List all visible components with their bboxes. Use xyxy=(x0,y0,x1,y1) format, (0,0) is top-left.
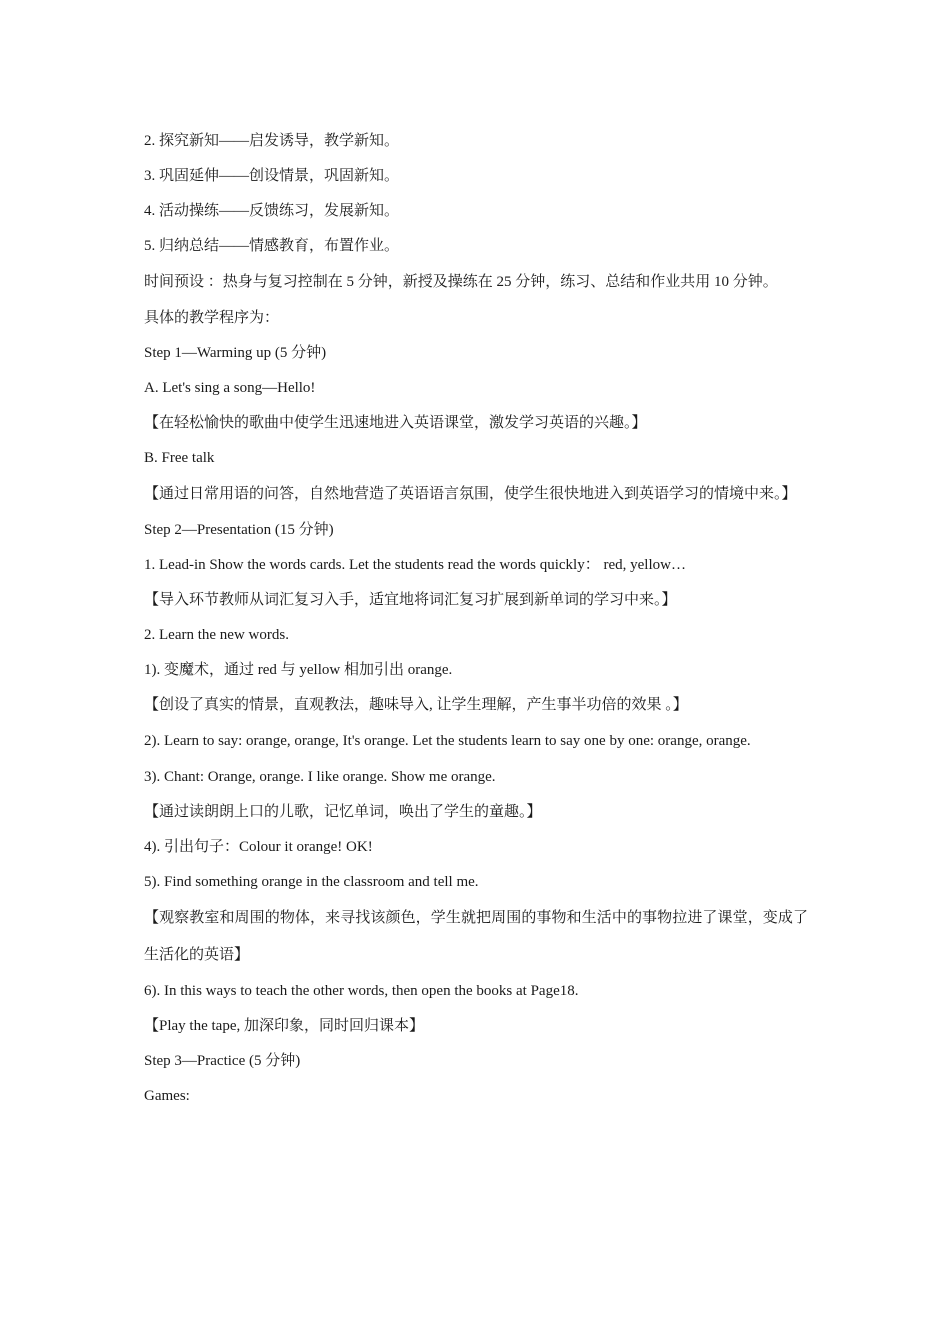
step1-heading: Step 1—Warming up (5 分钟) xyxy=(144,345,327,361)
document-page xyxy=(144,124,808,1114)
step2-note-sub-3: 【通过读朗朗上口的儿歌，记忆单词，唤出了学生的童趣。】 xyxy=(144,804,542,820)
step1-note-b: 【通过日常用语的问答，自然地营造了英语语言氛围，使学生很快地进入到英语学习的情境中来。】 xyxy=(144,486,797,502)
outline-step-2: 2. 探究新知——启发诱导，教学新知。 xyxy=(144,133,400,149)
step2-sub-6: 6). In this ways to teach the other words, then open the books at Page18. xyxy=(144,983,579,999)
step2-sub-4: 4). 引出句子：Colour it orange! OK! xyxy=(144,839,373,855)
step2-item-2: 2. Learn the new words. xyxy=(144,627,289,643)
step2-item-1: 1. Lead-in Show the words cards. Let the students read the words quickly： red, yellow… xyxy=(144,557,686,573)
step2-heading: Step 2—Presentation (15 分钟) xyxy=(144,522,334,538)
step2-sub-5: 5). Find something orange in the classroom and tell me. xyxy=(144,874,479,890)
step1-item-b: B. Free talk xyxy=(144,450,215,466)
step2-note-sub-1: 【创设了真实的情景，直观教法，趣味导入, 让学生理解，产生事半功倍的效果 。】 xyxy=(144,697,688,713)
outline-step-5: 5. 归纳总结——情感教育，布置作业。 xyxy=(144,238,400,254)
step3-games-label: Games: xyxy=(144,1088,190,1104)
step2-sub-3: 3). Chant: Orange, orange. I like orange. Show me orange. xyxy=(144,769,496,785)
step2-note-1: 【导入环节教师从词汇复习入手，适宜地将词汇复习扩展到新单词的学习中来。】 xyxy=(144,592,677,608)
step2-note-sub-5: 【观察教室和周围的物体，来寻找该颜色，学生就把周围的事物和生活中的事物拉进了课堂，变成了生活化的英语】 xyxy=(144,910,808,963)
step2-sub-1: 1). 变魔术，通过 red 与 yellow 相加引出 orange. xyxy=(144,662,453,678)
step3-heading: Step 3—Practice (5 分钟) xyxy=(144,1053,301,1069)
outline-step-4: 4. 活动操练——反馈练习，发展新知。 xyxy=(144,203,400,219)
procedure-intro: 具体的教学程序为： xyxy=(144,310,280,326)
step2-note-sub-6: 【Play the tape, 加深印象，同时回归课本】 xyxy=(144,1018,424,1034)
step1-note-a: 【在轻松愉快的歌曲中使学生迅速地进入英语课堂，激发学习英语的兴趣。】 xyxy=(144,415,647,431)
outline-step-3: 3. 巩固延伸——创设情景，巩固新知。 xyxy=(144,168,400,184)
time-plan-paragraph: 时间预设 ：热身与复习控制在 5 分钟，新授及操练在 25 分钟，练习、总结和作业共用 10 分钟。 xyxy=(144,274,778,290)
step2-sub-2: 2). Learn to say: orange, orange, It's orange. Let the students learn to say one by one: orange, orange. xyxy=(144,733,751,749)
step1-item-a: A. Let's sing a song—Hello! xyxy=(144,380,316,396)
